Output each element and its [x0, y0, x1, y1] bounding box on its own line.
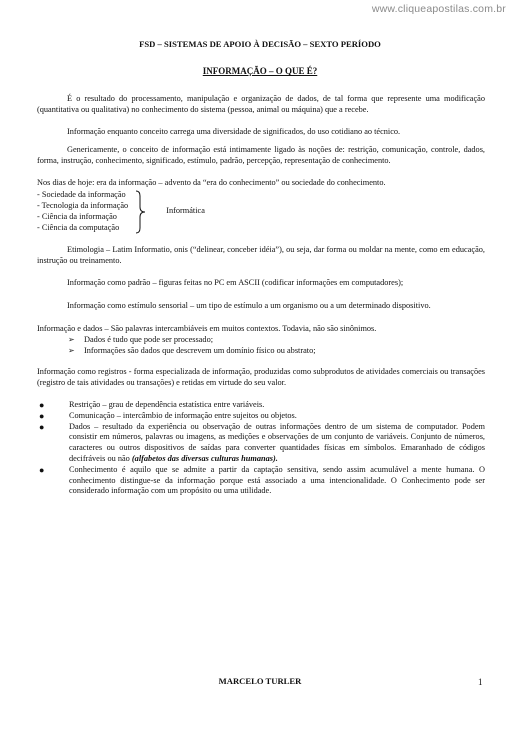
bullet-icon: ● — [39, 410, 45, 421]
bullet-emphasis: (alfabetos das diversas culturas humanas). — [131, 453, 278, 463]
era-group-label: Informática — [166, 206, 205, 216]
arrow-item-text: Dados é tudo que pode ser processado; — [84, 334, 214, 344]
page-title: INFORMAÇÃO – O QUE É? — [202, 66, 318, 76]
page-number: 1 — [478, 677, 483, 687]
paragraph-information-data-text: Informação e dados – São palavras intercambiáveis em muitos contextos. Todavia, não são sinônimos. — [37, 323, 377, 333]
bullet-item — [37, 465, 485, 497]
bullet-text: Comunicação – intercâmbio de informação entre sujeitos ou objetos. — [69, 410, 297, 420]
arrow-list-item — [37, 335, 485, 346]
arrow-item-text: Informações são dados que descrevem um domínio físico ou abstrato; — [84, 345, 316, 355]
footer-author: MARCELO TURLER — [218, 676, 302, 686]
era-item: - Tecnologia da informação — [37, 200, 129, 210]
page-header: FSD – SISTEMAS DE APOIO À DECISÃO – SEXTO PERÍODO — [139, 39, 381, 49]
bullet-icon: ● — [39, 421, 45, 432]
era-items — [37, 190, 128, 233]
paragraph-information-data — [37, 324, 485, 335]
document-body — [37, 94, 485, 497]
paragraph-concept: Informação enquanto conceito carrega uma diversidade de significados, do uso cotidiano ao técnico. — [67, 126, 401, 136]
era-item: - Ciência da computação — [37, 222, 120, 232]
bullet-item — [37, 411, 485, 422]
bullet-icon: ● — [39, 464, 45, 475]
bullet-text: Restrição – grau de dependência estatística entre variáveis. — [69, 399, 265, 409]
era-item: - Sociedade da informação — [37, 190, 126, 200]
bullet-text: Dados – resultado da experiência ou observação de outras informações dentro de um sistema de computador. Podem consistir em números, palavras ou imagens, as medições e observações de um conjunto de variáveis. Conjunto de números, caracteres ou outros dispositivos de saídas para converter quantidades físicas em símbolos. Emaranhado de códigos decifráveis ou não (alfabetos das diversas culturas humanas). — [69, 421, 485, 463]
bullet-text: Conhecimento é aquilo que se admite a partir da captação sensitiva, sendo assim acumulável a mente humana. O conhecimento distingue-se da informação porque está associado a uma intencionalidade. O Conhecimento pode ser considerado informação com um propósito ou uma utilidade. — [69, 464, 485, 496]
paragraph-etymology: Etimologia – Latim Informatio, onis (“delinear, conceber idéia”), ou seja, dar forma ou moldar na mente, como em educação, instrução ou treinamento. — [37, 244, 485, 265]
arrowhead-icon: ➢ — [68, 345, 75, 355]
arrow-list — [37, 335, 485, 357]
era-list — [37, 190, 485, 234]
paragraph-generic-concept: Genericamente, o conceito de informação está intimamente ligado às noções de: restrição, comunicação, controle, dados, forma, instrução, conhecimento, significado, estímulo, padrão, percepção, representação de conhecimento. — [37, 145, 485, 166]
arrow-list-item — [37, 346, 485, 357]
bullet-item — [37, 422, 485, 465]
paragraph-records: Informação como registros - forma especializada de informação, produzidas como subprodutos de atividades comerciais ou transações (registro de tais atividades ou transações) e retidas em virtude do seu valor. — [37, 367, 485, 388]
paragraph-sensory-stimulus: Informação como estímulo sensorial – um tipo de estímulo a um organismo ou a um determinado dispositivo. — [67, 301, 431, 311]
bullet-icon: ● — [39, 399, 45, 410]
paragraph-definition: É o resultado do processamento, manipulação e organização de dados, de tal forma que represente uma modificação (quantitativa ou qualitativa) no conhecimento do sistema (pessoa, animal ou máquina) que a recebe. — [37, 94, 485, 114]
arrowhead-icon: ➢ — [68, 334, 75, 344]
curly-brace-icon — [134, 190, 146, 234]
bullet-item — [37, 400, 485, 411]
paragraph-era: Nos dias de hoje: era da informação – advento da “era do conhecimento” ou sociedade do conhecimento. — [37, 177, 386, 187]
watermark-url[interactable]: www.cliqueapostilas.com.br — [371, 3, 506, 15]
concept-bullet-list — [37, 400, 485, 497]
era-item: - Ciência da informação — [37, 211, 117, 221]
paragraph-pattern: Informação como padrão – figuras feitas no PC em ASCII (codificar informações em computadores); — [67, 278, 404, 288]
